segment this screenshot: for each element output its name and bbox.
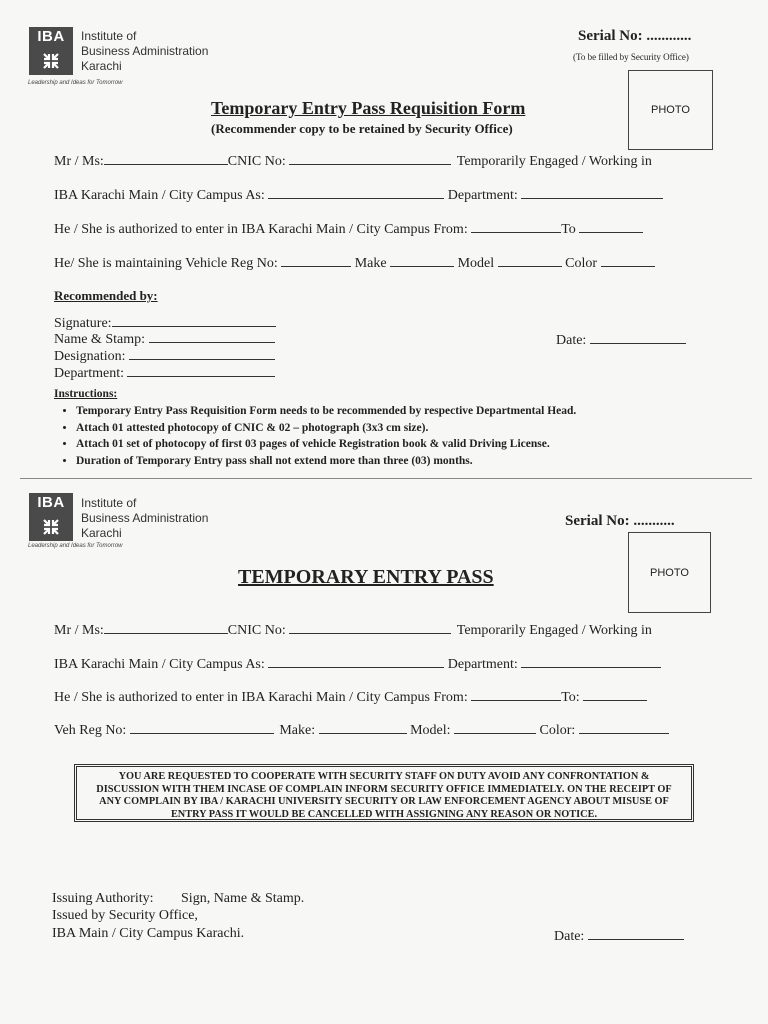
cnic-field[interactable] [289, 152, 451, 165]
campus-address: IBA Main / City Campus Karachi. [52, 926, 245, 941]
date-label: Date: [554, 929, 585, 944]
divider [20, 478, 752, 479]
mr-ms-label: Mr / Ms: [54, 623, 104, 638]
veh-reg-label: Veh Reg No: [54, 723, 127, 738]
instructions-list [54, 403, 576, 469]
iba-emblem-icon [38, 514, 64, 540]
institute-line2: Business Administration [81, 511, 209, 525]
campus-row [54, 186, 663, 204]
logo-tagline: Leadership and Ideas for Tomorrow [28, 543, 123, 549]
name-field[interactable] [104, 152, 228, 165]
instruction-item: • Attach 01 set of photocopy of first 03 pages of vehicle Registration book & valid Driving License. [76, 436, 576, 453]
serial-number-label: Serial No: ........... [565, 513, 675, 529]
make-field[interactable] [390, 254, 454, 267]
vehicle-row [54, 254, 655, 272]
cnic-label: CNIC No: [227, 623, 286, 638]
iba-logo [29, 493, 73, 541]
security-notice: YOU ARE REQUESTED TO COOPERATE WITH SECURITY STAFF ON DUTY AVOID ANY CONFRONTATION & DISCUSSION WITH THEM INCASE OF COMPLAIN INFORM SECURITY OFFICE IMMEDIATELY. ON THE RECEIPT OF ANY COMPLAIN BY IBA / KARACHI UNIVERSITY SECURITY OR LAW ENFORCEMENT AGENCY ABOUT MISUSE OF ENTRY PASS IT WOULD BE CANCELLED WITH ASSIGNING ANY REASON OR NOTICE. [74, 764, 694, 822]
department2-field[interactable] [127, 364, 275, 377]
department-row [54, 364, 275, 382]
designation-row [54, 347, 275, 365]
department-label: Department: [447, 657, 518, 672]
serial-note: (To be filled by Security Office) [573, 52, 689, 62]
instruction-item: • Duration of Temporary Entry pass shall not extend more than three (03) months. [76, 453, 576, 470]
authorized-label: He / She is authorized to enter in IBA Karachi Main / City Campus From: [54, 222, 468, 237]
issuing-authority-label: Issuing Authority: [52, 891, 154, 906]
name-row [54, 621, 652, 639]
pass-title: TEMPORARY ENTRY PASS [238, 566, 494, 588]
from-field[interactable] [471, 220, 561, 233]
department-field[interactable] [521, 655, 661, 668]
form-title: Temporary Entry Pass Requisition Form [211, 98, 526, 118]
institute-line3: Karachi [81, 526, 122, 540]
make-field[interactable] [319, 721, 407, 734]
campus-as-label: IBA Karachi Main / City Campus As: [54, 657, 265, 672]
color-field[interactable] [579, 721, 669, 734]
to-label: To [561, 222, 576, 237]
color-label: Color [565, 256, 598, 271]
institute-name [81, 496, 208, 541]
cnic-label: CNIC No: [227, 154, 286, 169]
to-field[interactable] [579, 220, 643, 233]
issuing-authority-row [52, 891, 304, 907]
color-label: Color: [539, 723, 576, 738]
vehicle-label: He/ She is maintaining Vehicle Reg No: [54, 256, 278, 271]
photo-box [628, 532, 711, 613]
department2-label: Department: [54, 366, 124, 381]
date-label: Date: [556, 333, 587, 348]
model-field[interactable] [454, 721, 536, 734]
to-label: To: [561, 690, 580, 705]
model-label: Model: [410, 723, 451, 738]
engaged-label: Temporarily Engaged / Working in [456, 623, 652, 638]
campus-row [54, 655, 661, 673]
authorized-row [54, 688, 647, 706]
vehicle-row [54, 721, 669, 739]
issued-by: Issued by Security Office, [52, 908, 198, 923]
photo-label: PHOTO [650, 566, 689, 579]
authorized-label: He / She is authorized to enter in IBA Karachi Main / City Campus From: [54, 690, 468, 705]
campus-as-label: IBA Karachi Main / City Campus As: [54, 188, 265, 203]
name-field[interactable] [104, 621, 228, 634]
department-field[interactable] [521, 186, 663, 199]
recommended-by-heading: Recommended by: [54, 288, 158, 303]
institute-line2: Business Administration [81, 44, 209, 58]
date-field[interactable] [590, 331, 686, 344]
authorized-row [54, 220, 643, 238]
name-row [54, 152, 652, 170]
veh-reg-field[interactable] [130, 721, 274, 734]
signature-label: Signature: [54, 316, 112, 331]
logo-abbr: IBA [37, 28, 65, 45]
make-label: Make [354, 256, 387, 271]
date-row [554, 927, 684, 945]
designation-field[interactable] [129, 347, 275, 360]
name-stamp-row [54, 330, 275, 348]
instruction-item: • Attach 01 attested photocopy of CNIC & 02 – photograph (3x3 cm size). [76, 420, 576, 437]
engaged-label: Temporarily Engaged / Working in [456, 154, 652, 169]
color-field[interactable] [601, 254, 655, 267]
date-field[interactable] [588, 927, 684, 940]
photo-box [628, 70, 713, 150]
institute-line1: Institute of [81, 29, 137, 43]
campus-as-field[interactable] [268, 655, 444, 668]
photo-label: PHOTO [651, 104, 690, 116]
serial-number-label: Serial No: ............ [578, 28, 692, 44]
signature-field[interactable] [112, 314, 276, 327]
designation-label: Designation: [54, 349, 126, 364]
model-field[interactable] [498, 254, 562, 267]
instructions-heading: Instructions: [54, 388, 118, 400]
vehicle-reg-field[interactable] [281, 254, 351, 267]
department-label: Department: [447, 188, 518, 203]
make-label: Make: [279, 723, 316, 738]
iba-logo [29, 27, 73, 75]
institute-line1: Institute of [81, 496, 137, 510]
from-field[interactable] [471, 688, 561, 701]
sign-name-stamp-label: Sign, Name & Stamp. [181, 891, 305, 906]
institute-line3: Karachi [81, 59, 122, 73]
name-stamp-label: Name & Stamp: [54, 332, 145, 347]
institute-name [81, 29, 208, 74]
form-subtitle: (Recommender copy to be retained by Security Office) [211, 121, 513, 136]
name-stamp-field[interactable] [149, 330, 275, 343]
model-label: Model [457, 256, 495, 271]
iba-emblem-icon [38, 48, 64, 74]
logo-tagline: Leadership and Ideas for Tomorrow [28, 80, 123, 86]
to-field[interactable] [583, 688, 647, 701]
instruction-item: • Temporary Entry Pass Requisition Form needs to be recommended by respective Departmental Head. [76, 403, 576, 420]
campus-as-field[interactable] [268, 186, 444, 199]
date-row [556, 331, 686, 349]
mr-ms-label: Mr / Ms: [54, 154, 104, 169]
logo-abbr: IBA [37, 494, 65, 511]
cnic-field[interactable] [289, 621, 451, 634]
